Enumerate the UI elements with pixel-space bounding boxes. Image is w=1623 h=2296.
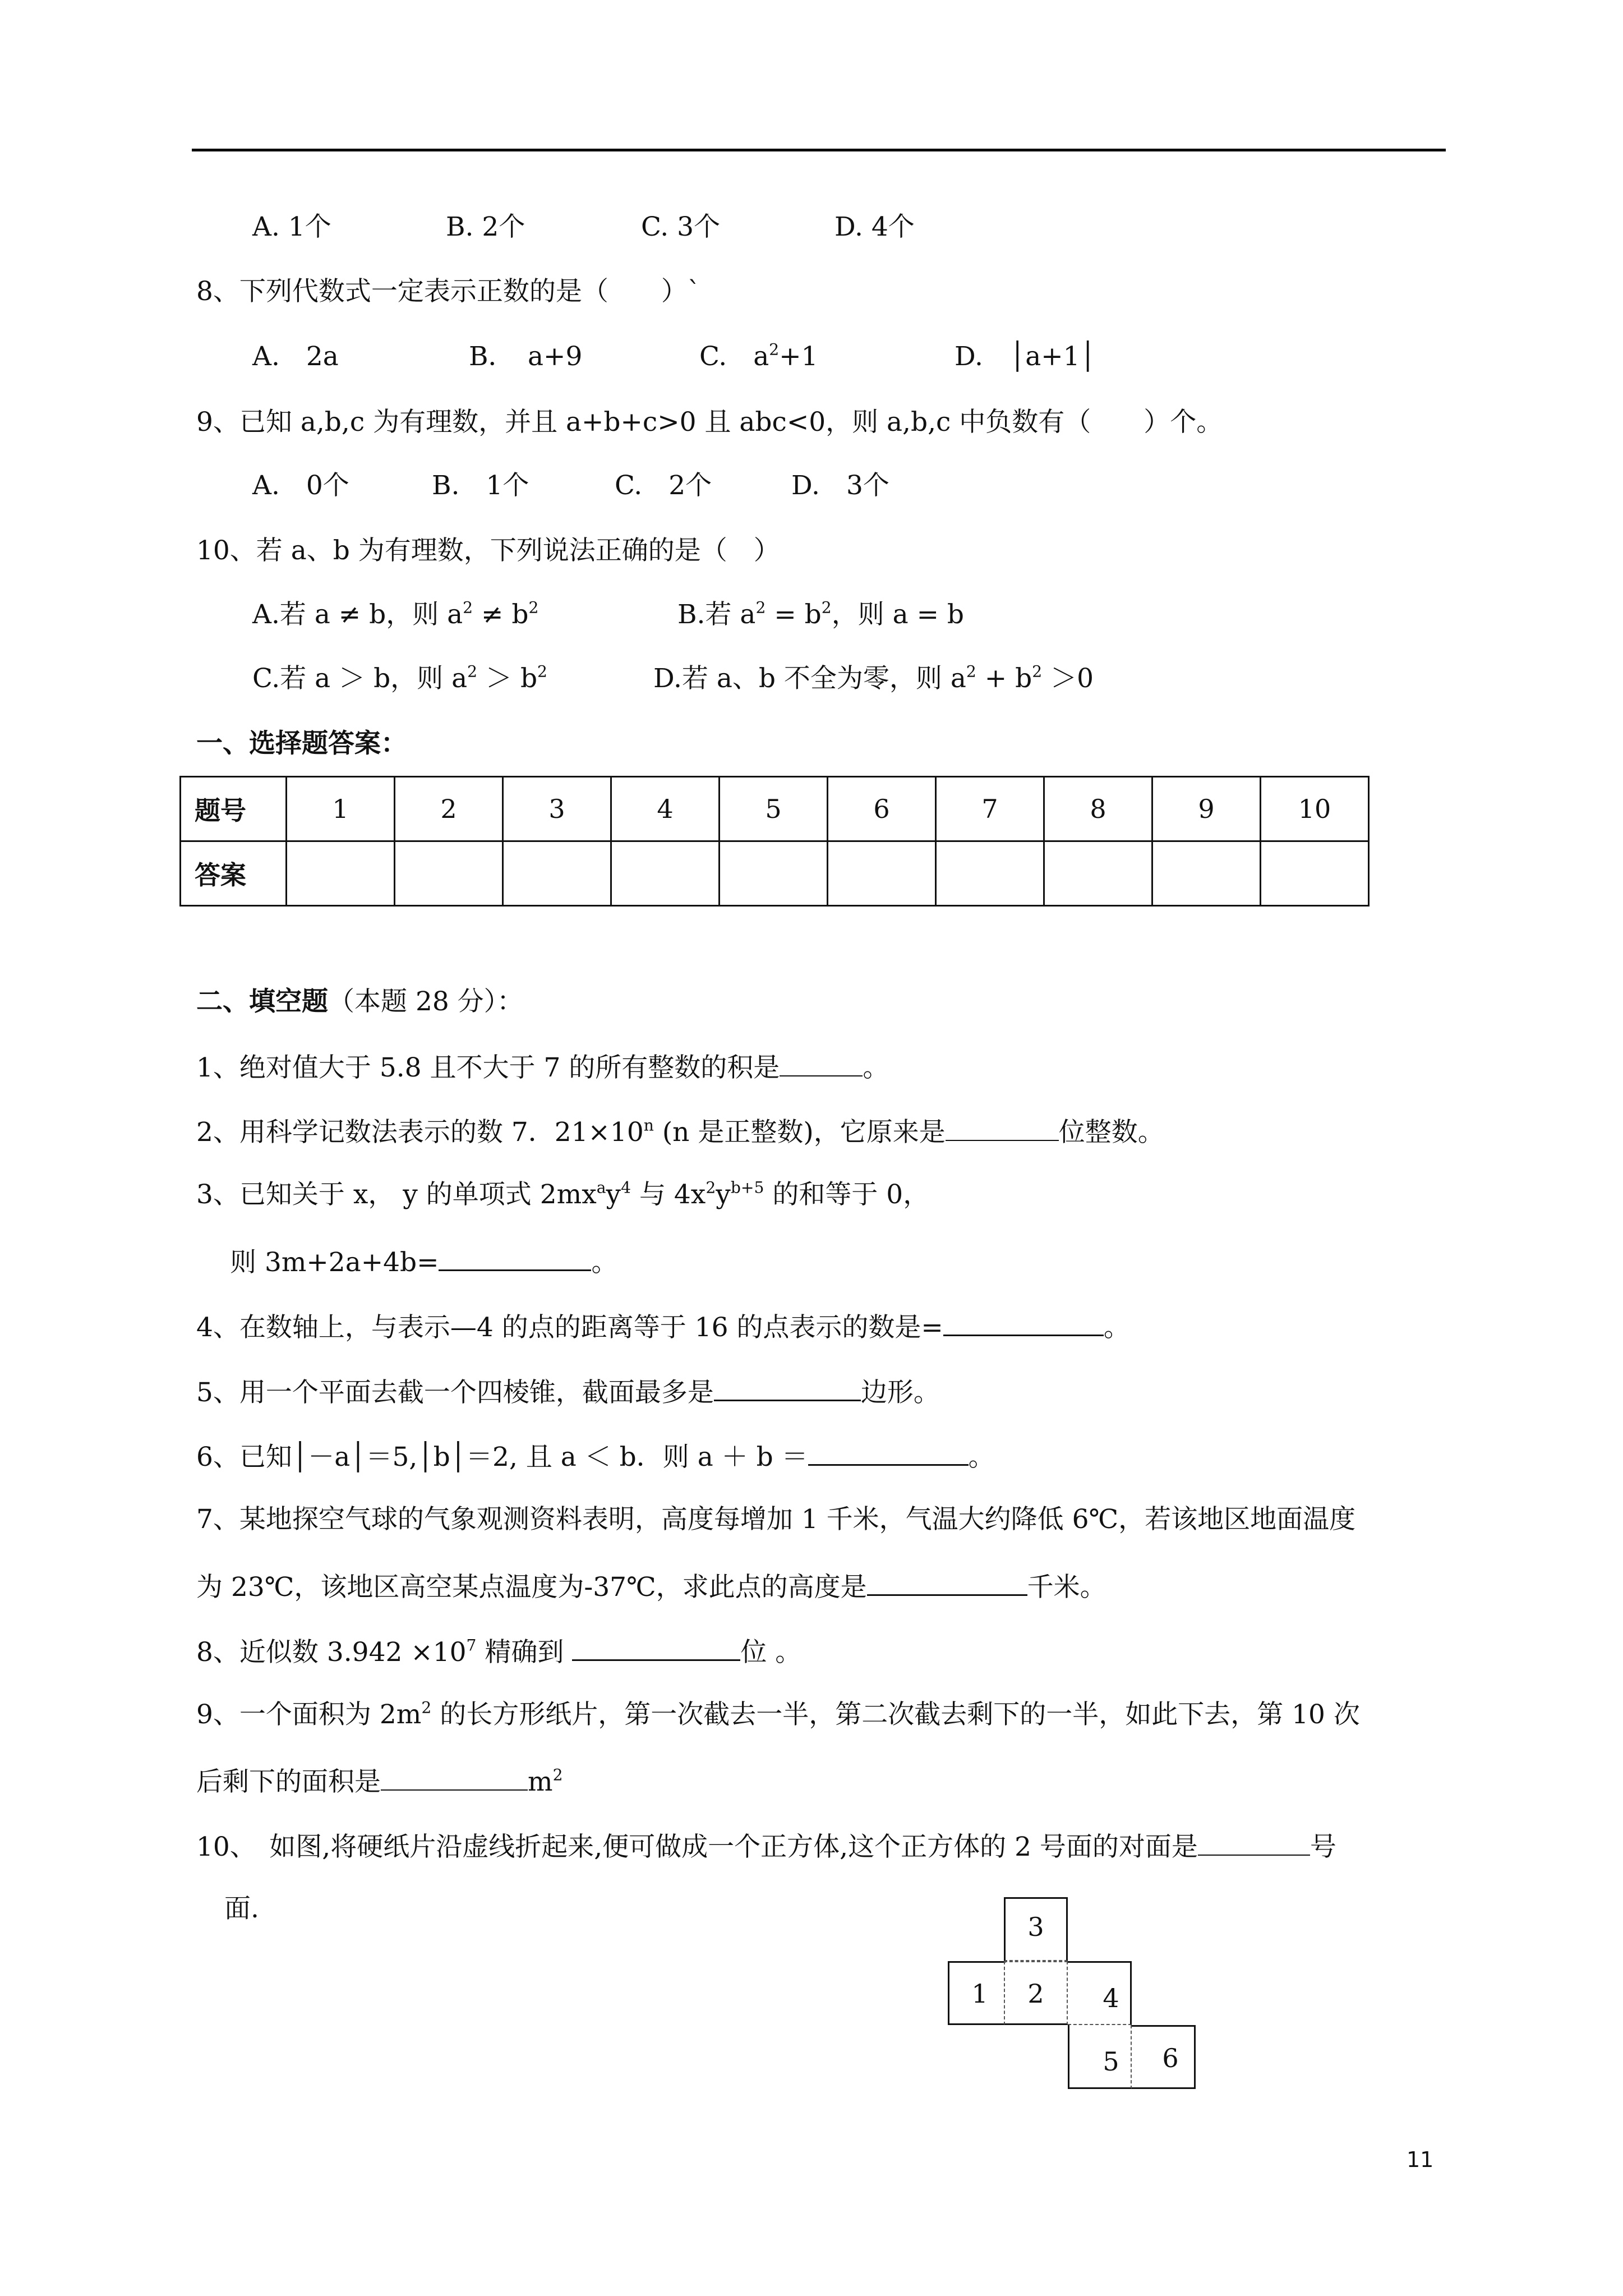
fill-question-6: 6、已知│－a│＝5,│b│＝2, 且 a ＜ b．则 a ＋ b ＝ 。 <box>196 1438 995 1474</box>
q10-option-b: B.若 $a^2 = b^2$，则 a = b <box>677 598 964 630</box>
answer-cell[interactable] <box>936 841 1044 906</box>
row-header-number: 题号 <box>181 777 287 841</box>
q8-option-b: B． a+9 <box>469 341 583 372</box>
table-cell: 2 <box>395 777 503 841</box>
table-cell: 10 <box>1261 777 1369 841</box>
net-label-1: 1 <box>971 1978 988 2009</box>
q9-option-d: D. 3个 <box>791 470 889 501</box>
net-label-4: 4 <box>1103 1983 1119 2013</box>
answer-cell[interactable] <box>1261 841 1369 906</box>
fill-question-10-line2: 面. <box>224 1893 259 1924</box>
answer-cell[interactable] <box>503 841 611 906</box>
page-number: 11 <box>1407 2147 1434 2172</box>
q7-option-d: D. 4个 <box>834 211 915 242</box>
net-label-3: 3 <box>1027 1912 1044 1942</box>
answer-cell[interactable] <box>395 841 503 906</box>
fill-question-3-line1: 3、已知关于 x， y 的单项式 $2mx^ay^4$ 与 $4x^2y^{b+5}$ 的和等于 0， <box>196 1178 930 1210</box>
fill-question-4: 4、在数轴上，与表示—4 的点的距离等于 16 的点表示的数是= 。 <box>196 1308 1130 1345</box>
table-cell: 7 <box>936 777 1044 841</box>
section1-title: 一、选择题答案： <box>196 728 407 759</box>
fill-question-10-line1: 10、 如图,将硬纸片沿虚线折起来,便可做成一个正方体,这个正方体的 2 号面的对面是 号 <box>196 1828 1336 1864</box>
q9-option-c: C. 2个 <box>615 470 712 501</box>
fill-question-9-line2: 后剩下的面积是 $m^2$ <box>196 1763 563 1799</box>
fill-question-2: 2、用科学记数法表示的数 7．$21\times 10^n$ (n 是正整数)，它原来是 位整数。 <box>196 1114 1164 1149</box>
table-cell: 3 <box>503 777 611 841</box>
q7-option-a: A. 1个 <box>252 211 331 242</box>
answer-blank[interactable] <box>943 1308 1104 1336</box>
answer-cell[interactable] <box>720 841 828 906</box>
fill-question-7-line2: 为 23℃，该地区高空某点温度为-37℃，求此点的高度是 千米。 <box>196 1568 1106 1604</box>
fill-question-3-line2: 则 3m+2a+4b= 。 <box>230 1243 617 1280</box>
table-cell: 6 <box>828 777 936 841</box>
q7-option-b: B. 2个 <box>446 211 525 242</box>
table-cell: 1 <box>287 777 395 841</box>
answer-blank[interactable] <box>867 1568 1027 1596</box>
answer-blank[interactable] <box>780 1049 863 1076</box>
table-cell: 4 <box>611 777 720 841</box>
q10-stem: 10、若 a、b 为有理数，下列说法正确的是（ ） <box>196 535 780 566</box>
table-cell: 8 <box>1044 777 1152 841</box>
q8-option-c: C. $a^2+1$ <box>699 340 818 372</box>
fill-question-8: 8、近似数 $3.942 \times 10^7$ 精确到 位 。 <box>196 1633 801 1669</box>
table-row <box>181 841 1369 906</box>
section2-title: 二、填空题（本题 28 分）： <box>196 986 524 1017</box>
net-label-2: 2 <box>1027 1978 1044 2009</box>
answer-blank[interactable] <box>714 1373 861 1401</box>
answer-blank[interactable] <box>946 1114 1059 1141</box>
net-label-5: 5 <box>1103 2046 1119 2077</box>
answer-cell[interactable] <box>611 841 720 906</box>
answer-blank[interactable] <box>572 1633 740 1661</box>
fill-question-9-line1: 9、一个面积为 $2m^2$ 的长方形纸片，第一次截去一半，第二次截去剩下的一半，如此下去，第 10 次 <box>196 1698 1360 1730</box>
q9-stem: 9、已知 a,b,c 为有理数，并且 a+b+c>0 且 abc<0，则 a,b,c 中负数有（ ）个。 <box>196 407 1223 438</box>
fill-question-5: 5、用一个平面去截一个四棱锥，截面最多是 边形。 <box>196 1373 940 1410</box>
q8-option-d: D. │a+1│ <box>955 341 1096 372</box>
answer-cell[interactable] <box>1044 841 1152 906</box>
answer-cell[interactable] <box>1152 841 1261 906</box>
net-label-6: 6 <box>1162 2043 1179 2073</box>
answer-blank[interactable] <box>1198 1828 1310 1856</box>
q10-option-c: C.若 a ＞ b，则 $a^2 > b^2$ <box>252 662 547 694</box>
header-rule <box>192 149 1446 151</box>
fill-question-7-line1: 7、某地探空气球的气象观测资料表明，高度每增加 1 千米，气温大约降低 6℃，若该地区地面温度 <box>196 1504 1356 1535</box>
table-cell: 9 <box>1152 777 1261 841</box>
table-row <box>181 777 1369 841</box>
answer-blank[interactable] <box>439 1243 591 1271</box>
answer-cell[interactable] <box>828 841 936 906</box>
table-cell: 5 <box>720 777 828 841</box>
q10-option-d: D.若 a、b 不全为零，则 $a^2 + b^2 >0$ <box>653 662 1094 694</box>
q8-stem: 8、下列代数式一定表示正数的是（ ）` <box>196 276 701 307</box>
answer-blank[interactable] <box>808 1438 969 1466</box>
fill-question-1: 1、绝对值大于 5.8 且不大于 7 的所有整数的积是 。 <box>196 1049 889 1085</box>
answer-blank[interactable] <box>381 1763 528 1791</box>
answer-cell[interactable] <box>287 841 395 906</box>
q10-option-a: A.若 a ≠ b，则 $a^2 \ne b^2$ <box>252 598 539 630</box>
q9-option-b: B. 1个 <box>432 470 529 501</box>
q7-option-c: C. 3个 <box>641 211 721 242</box>
q8-option-a: A. 2a <box>252 341 339 372</box>
q9-option-a: A. 0个 <box>252 470 349 501</box>
answer-table <box>179 776 1370 907</box>
row-header-answer: 答案 <box>181 841 287 906</box>
